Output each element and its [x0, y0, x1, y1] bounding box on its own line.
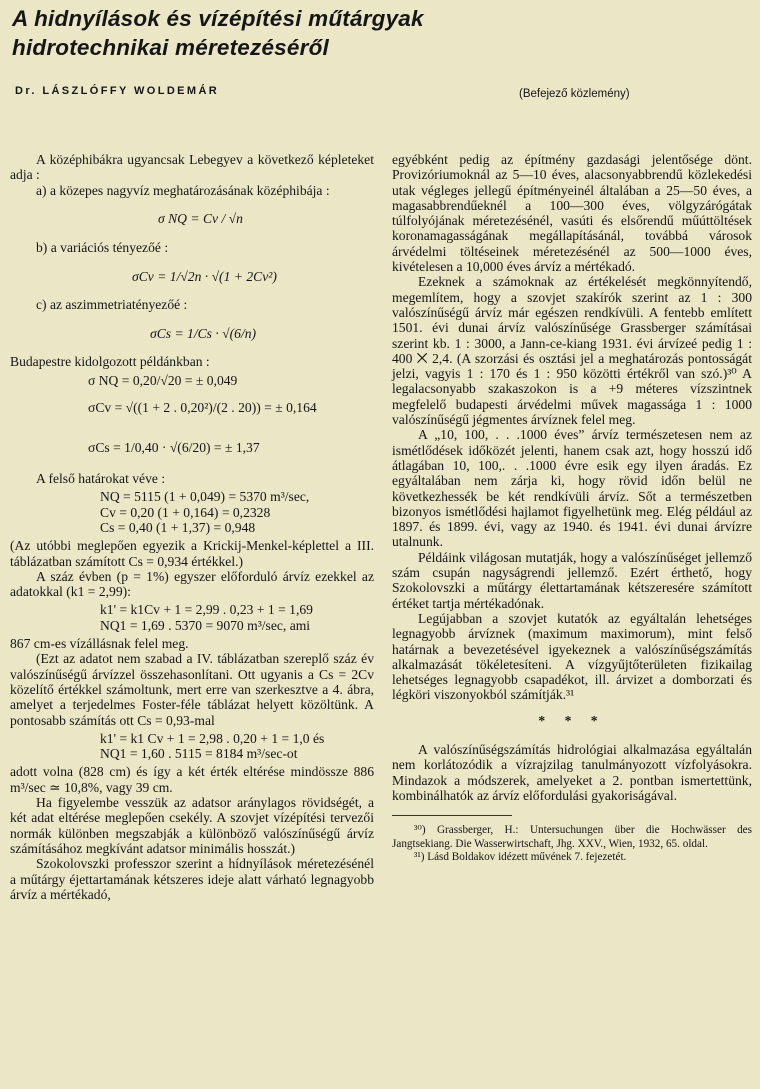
k1-line-a: k1' = k1Cv + 1 = 2,99 . 0,23 + 1 = 1,69	[100, 602, 313, 618]
item-a: a) a közepes nagyvíz meghatározásának középhibája :	[36, 182, 330, 198]
paragraph-evaluation: Ezeknek a számoknak az értékelését megkönnyítendő, megemlítem, hogy a szovjet szakírók szerint az 1 : 300 valószínűségű árvíz már egészen rendkívüli. A fentebb említett 1501. évi dunai árvíz valószínűsége Grassberger számításai szerint kb. 1 : 3000, a Jann-ce-kiang 1931. évi árvízeé pedig 1 : 400 ⨉ 2,4. (A szorzási és osztási jel a meghatározás pontosságát jelzi, vagyis 1 : 170 és 1 : 950 közötti értékről van szó.)³⁰ A legalacsonyabb szakaszokon is a +9 méteres vízszintnek megfelelő budapesti árvédelmi művek magassága 1 : 1000 valószínűségű jégmentes árvíznek felel meg.	[392, 274, 752, 428]
upper-line-1: NQ = 5115 (1 + 0,049) = 5370 m³/sec,	[100, 489, 310, 505]
title-line-2: hidrotechnikai méretezéséről	[12, 35, 329, 60]
nq1-line-b: NQ1 = 1,60 . 5115 = 8184 m³/sec-ot	[100, 746, 298, 762]
article-title	[12, 4, 752, 62]
footnote-30: ³⁰) Grassberger, H.: Untersuchungen über die Hochwässer des Jangtsekiang. Die Wasserwirtschaft, Jhg. XXV., Wien, 1932, 65. oldal.	[392, 824, 752, 850]
author-name: Dr. LÁSZLÓFFY WOLDEMÁR	[15, 85, 220, 97]
title-line-1: A hidnyílások és vízépítési műtárgyak	[12, 6, 424, 31]
paragraph-stage: 867 cm-es vízállásnak felel meg.	[10, 636, 189, 652]
paragraph-recurrence: A „10, 100, . . .1000 éves” árvíz természetesen nem az ismétlődések időközét jelenti, hanem csak azt, hogy hosszú idő átlagában 10, 100,. . .1000 évre esik egy ilyen áradás. Ez egyáltalában nem zárja ki, hogy rövid időn belül ne következhessék be két rendkívüli árvíz. Sőt a természetben bizonyos ismétlődési hajlamot figyelhetünk meg. Elég például az 1897. és 1899. évi, vagy az 1940. és 1941. évi dunai árvízre utalnunk.	[392, 427, 752, 550]
paragraph-norms: Ha figyelembe vesszük az adatsor aránylagos rövidségét, a két adat eltérése meglepően csekély. A szovjet vízépítési tervezői normák különben megszabják a különböző valószínűségű árvíz számításához megkívánt adatsor minimális hosszát.)	[10, 795, 374, 856]
section-separator: * * *	[538, 712, 606, 728]
formula-a: σ NQ = Cv / √n	[158, 211, 243, 227]
budapest-heading: Budapestre kidolgozott példánkban :	[10, 354, 210, 370]
footnotes	[392, 824, 752, 865]
paragraph-design-floods: egyébként pedig az építmény gazdasági jelentősége dönt. Provizóriumoknál az 5—10 éves, alacsonyabbrendű közlekedési utak végleges jellegű építményeinél általában a 25—50 éves, a magasabbrendűeknél a 100—300 éves, völgyzárógátak túlfolyójának méretezésénél, vasúti és elsőrendű műúttöltések koronamagasságának megállapításánál, továbbá városok árvédelmi töltéseinek méretezésénél az 500—1000 éves, kivételesen a 10,000 éves árvíz a mértékadó.	[392, 152, 752, 275]
example-line-2: σCv = √((1 + 2 . 0,20²)/(2 . 20)) = ± 0,164	[88, 400, 317, 416]
paragraph-examples: Példáink világosan mutatják, hogy a valószínűséget jellemző szám csupán nagyságrendi jellemző. Ezért érthető, hogy Szokolovszki a műtárgy élettartamának kétszeresére számított értéket tartja mértékadónak.	[392, 549, 752, 611]
paragraph-application: A valószínűségszámítás hidrológiai alkalmazása egyáltalán nem korlátozódik a vízrajzilag tanulmányozott vízfolyásokra. Mindazok a módszerek, amelyeket a 2. pontban ismertettünk, kombinálhatók az árvíz előfordulási gyakoriságával.	[392, 741, 752, 803]
k1-line-b: k1' = k1 Cv + 1 = 2,98 . 0,20 + 1 = 1,0 és	[100, 730, 325, 746]
paragraph-krickij: (Az utóbbi meglepően egyezik a Krickij-Menkel-képlettel a III. táblázatban számított Cs = 0,934 értékkel.)	[10, 538, 374, 569]
paragraph-szokolovszki: Szokolovszki professzor szerint a hídnyílások méretezésénél a műtárgy éjettartamának kétszeres ideje alatt várható legnagyobb árvíz a mértékadó,	[10, 856, 374, 902]
example-line-3: σCs = 1/0,40 · √(6/20) = ± 1,37	[88, 440, 260, 456]
upper-line-2: Cv = 0,20 (1 + 0,164) = 0,2328	[100, 504, 271, 520]
paragraph-hundred-year: A száz évben (p = 1%) egyszer előforduló árvíz ezekkel az adatokkal (k1 = 2,99):	[10, 568, 374, 600]
paragraph-comparison: (Ezt az adatot nem szabad a IV. táblázatban szereplő száz év valószínűségű árvízzel összehasonlítani. Ott ugyanis a Cs = 2Cv közelítő értékkel számoltunk, mert erre van szerkesztve a 4. ábra, amelyet a terjedelmes Foster-féle táblázat helyett közöltünk. A pontosabb számítás ott Cs = 0,93-mal	[10, 651, 374, 728]
footnote-divider	[392, 815, 512, 816]
paragraph-intro: A középhibákra ugyancsak Lebegyev a következő képleteket adja :	[10, 152, 374, 183]
right-column	[392, 152, 752, 865]
item-b: b) a variációs tényezőé :	[36, 239, 169, 255]
left-column	[10, 152, 374, 902]
continuation-note: (Befejező közlemény)	[519, 88, 630, 100]
item-c: c) az aszimmetriatényezőé :	[36, 297, 188, 313]
upper-limits-heading: A felső határokat véve :	[36, 471, 166, 487]
formula-b: σCv = 1/√2n · √(1 + 2Cv²)	[132, 268, 277, 284]
example-line-1: σ NQ = 0,20/√20 = ± 0,049	[88, 372, 238, 388]
footnote-31: ³¹) Lásd Boldakov idézett művének 7. fejezetét.	[414, 851, 627, 864]
paragraph-maximum: Legújabban a szovjet kutatók az egyáltalán lehetséges legnagyobb árvíznek (maximum maximorum), mint felső határnak a bevezetésével igyekeznek a valószínűségszámítás alkalmazását tökéletesíteni. A vízgyűjtőterületen fizikailag lehetséges legnagyobb csapadékot, ill. árvizet a domborzati és légköri viszonyokból számítják.³¹	[392, 610, 752, 703]
upper-line-3: Cs = 0,40 (1 + 1,37) = 0,948	[100, 519, 256, 535]
nq1-line-a: NQ1 = 1,69 . 5370 = 9070 m³/sec, ami	[100, 617, 311, 633]
formula-c: σCs = 1/Cs · √(6/n)	[150, 325, 257, 341]
paragraph-difference: adott volna (828 cm) és így a két érték eltérése mindössze 886 m³/sec ≃ 10,8%, vagy 39 cm.	[10, 764, 374, 795]
